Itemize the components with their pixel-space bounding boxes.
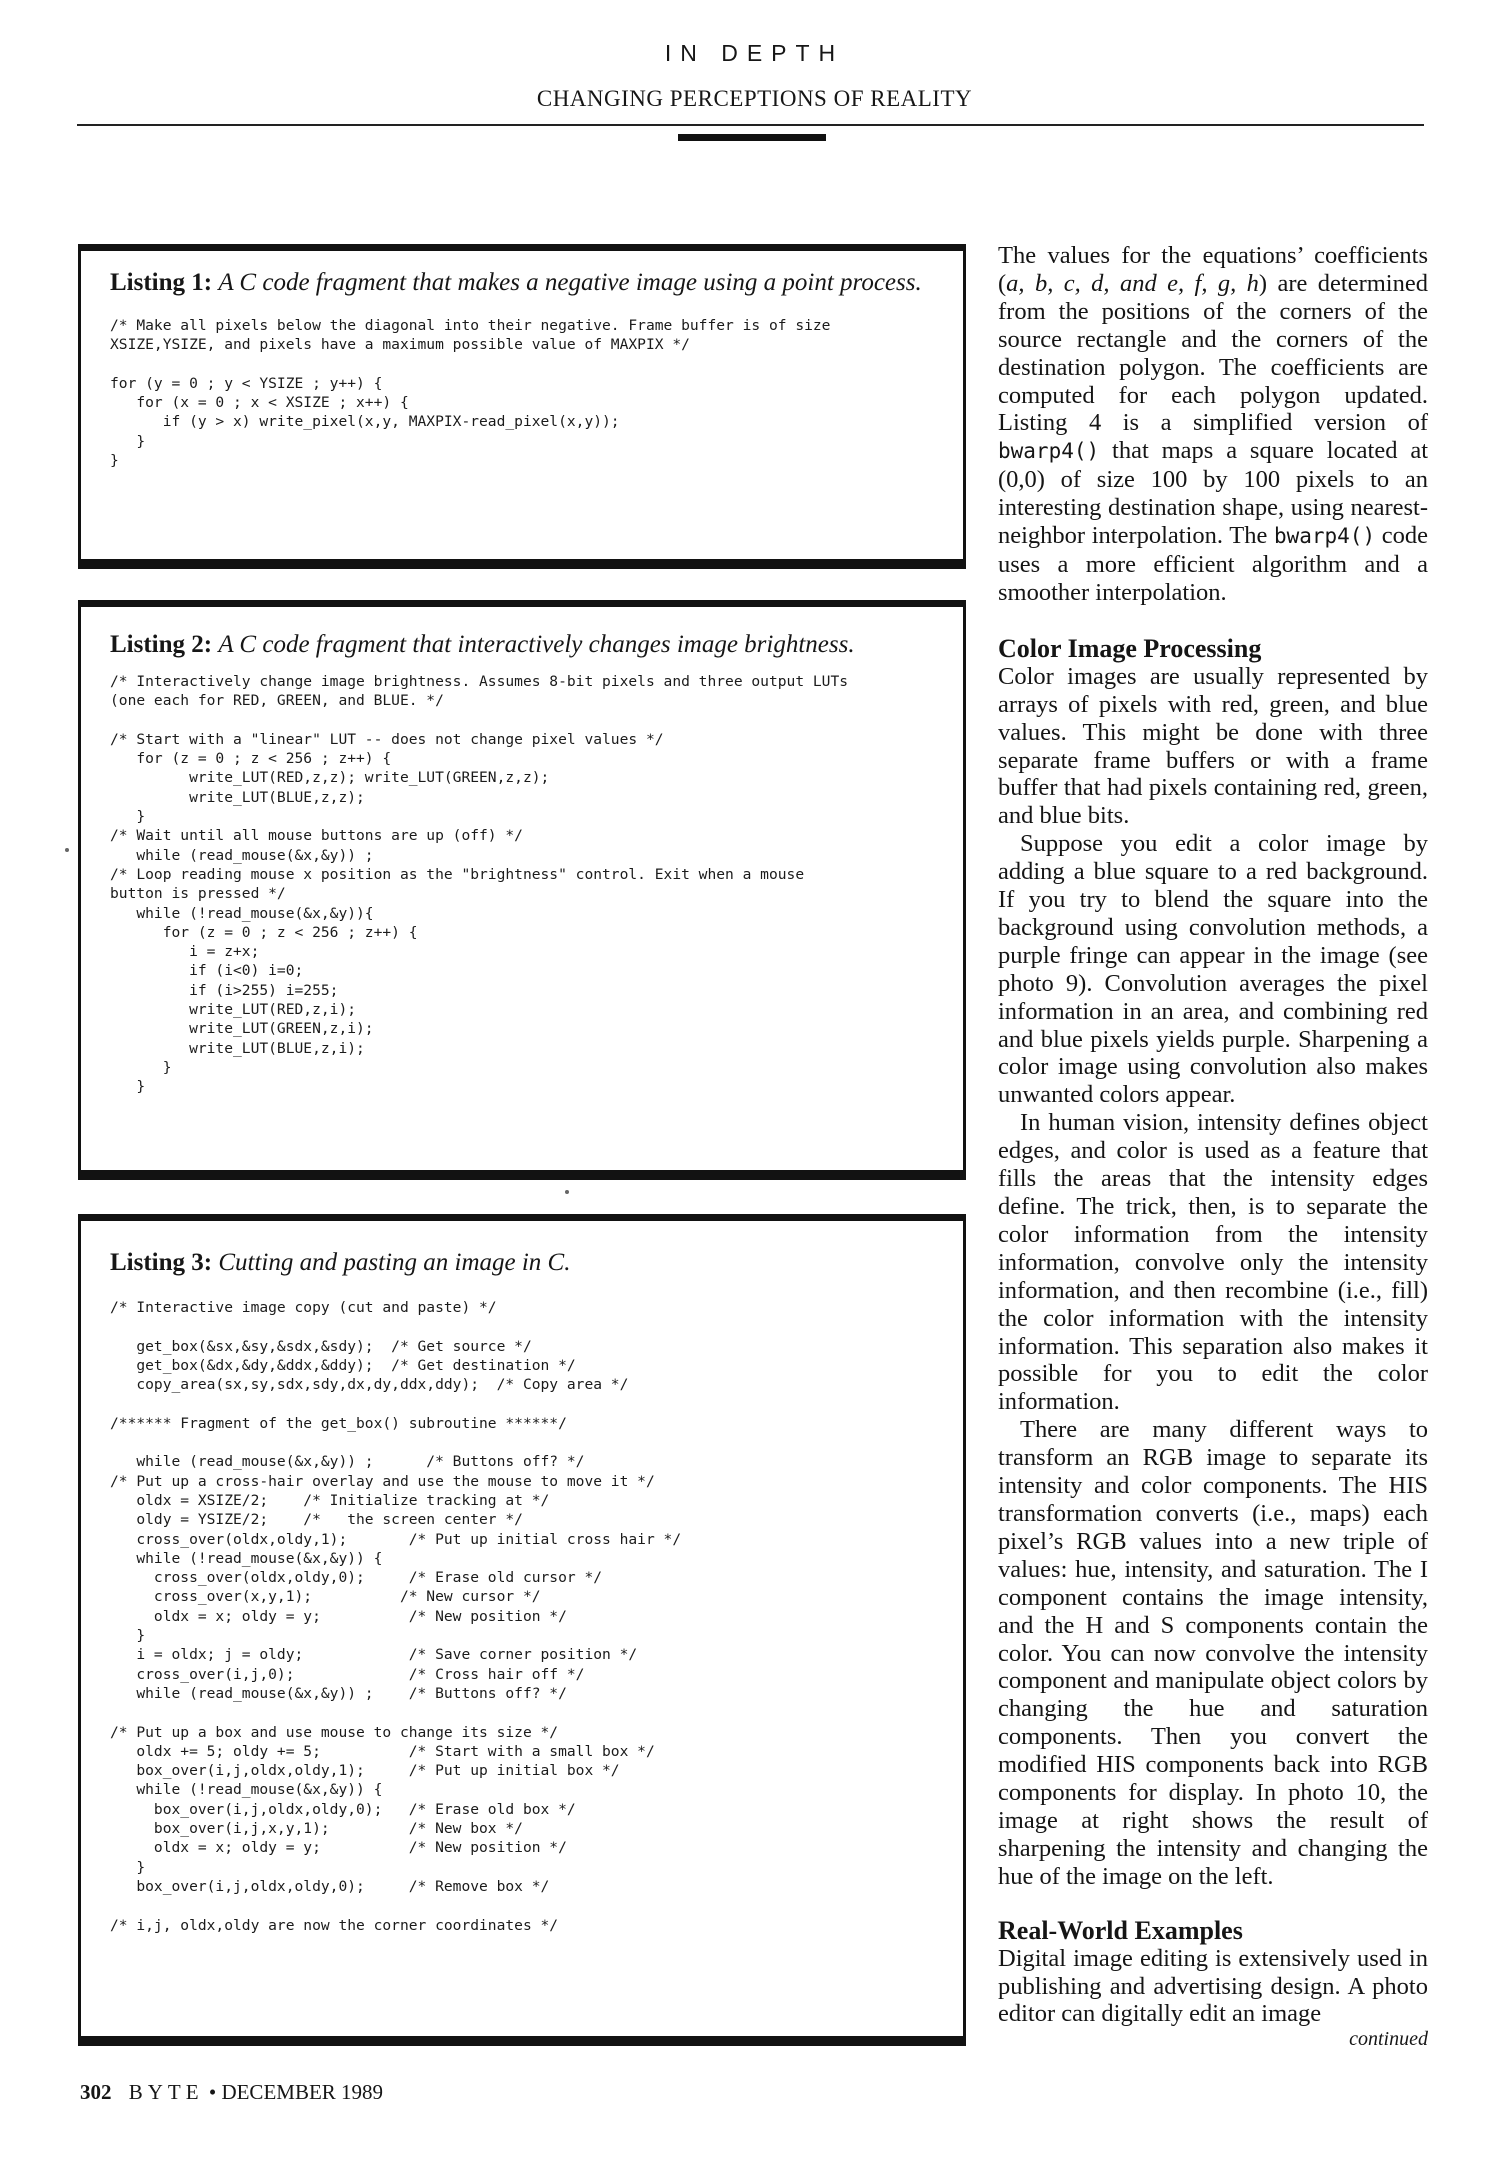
heading-real-world-examples: Real-World Examples (998, 1915, 1243, 1945)
header-rule (77, 124, 1424, 126)
listing-1-box (78, 244, 966, 569)
magazine-name: BYTE (128, 2080, 204, 2104)
listing-1-caption (110, 268, 936, 298)
continued-note: continued (1349, 2028, 1428, 2050)
article-column (998, 242, 1428, 2028)
listing-2-caption (110, 630, 936, 660)
article-paragraph-4: In human vision, intensity defines object edges, and color is used as a feature that fills the areas that the intensity edges define. The trick, then, is to separate the color information from the intensity information, convolve only the intensity information, and then recombine (i.e., fill) the color information with the intensity information. This separation also makes it possible for you to edit the color information. (998, 1109, 1428, 1416)
listing-3-code: /* Interactive image copy (cut and paste) */ get_box(&sx,&sy,&sdx,&sdy); /* Get source */ get_box(&dx,&dy,&ddx,&ddy); /* Get destination */ copy_area(sx,sy,sdx,sdy,dx,dy,ddx,ddy); /* Copy area */ /****** Fragment of the get_box() subroutine ******/ while (read_mouse(&x,&y)) ; /* Buttons off? */ /* Put up a cross-hair overlay and use the mouse to move it */ oldx = XSIZE/2; /* Initialize tracking at */ oldy = YSIZE/2; /* the screen center */ cross_over(oldx,oldy,1); /* Put up initial cross hair */ while (!read_mouse(&x,&y)) { cross_over(oldx,oldy,0); /* Erase old cursor */ cross_over(x,y,1); /* New cursor */ oldx = x; oldy = y; /* New position */ } i = oldx; j = oldy; /* Save corner position */ cross_over(i,j,0); /* Cross hair off */ while (read_mouse(&x,&y)) ; /* Buttons off? */ /* Put up a box and use mouse to change its size */ oldx += 5; oldy += 5; /* Start with a small box */ box_over(i,j,oldx,oldy,1); /* Put up initial box */ while (!read_mouse(&x,&y)) { box_over(i,j,oldx,oldy,0); /* Erase old box */ box_over(i,j,x,y,1); /* New box */ oldx = x; oldy = y; /* New position */ } box_over(i,j,oldx,oldy,0); /* Remove box */ /* i,j, oldx,oldy are now the corner coordinates */ (110, 1299, 682, 1934)
listing-2-box (78, 600, 966, 1180)
page-title: CHANGING PERCEPTIONS OF REALITY (536, 86, 973, 111)
listing-1-caption-text: A C code fragment that makes a negative image using a point process. (218, 269, 922, 296)
listing-1-label: Listing 1: (110, 269, 213, 296)
article-paragraph-3: Suppose you edit a color image by adding a blue square to a red background. If you try to blend the square into the background using convolution methods, a purple fringe can appear in the image (see photo 9). Convolution averages the pixel information in an area, and combining red and blue pixels yields purple. Sharpening a color image using convolution also makes unwanted colors appear. (998, 830, 1428, 1109)
section-label: IN DEPTH (664, 40, 845, 66)
listing-3-box (78, 1214, 966, 2046)
article-paragraph-6: Digital image editing is extensively used in publishing and advertising design. A photo editor can digitally edit an image (998, 1944, 1428, 2028)
listing-3-label: Listing 3: (110, 1249, 213, 1276)
article-paragraph-1: The values for the equations’ coefficients (a, b, c, d, and e, f, g, h) are determined from the positions of the corners of the source rectangle and the corners of the destination polygon. The coefficients are computed for each polygon updated. Listing 4 is a simplified version of bwarp4() that maps a square located at (0,0) of size 100 by 100 pixels to an interesting destination shape, using nearest-neighbor interpolation. The bwarp4() code uses a more efficient algorithm and a smoother interpolation. (998, 242, 1428, 606)
article-paragraph-2: Color images are usually represented by arrays of pixels with red, green, and blue values. This might be done with three separate frame buffers or with a frame buffer that had pixels containing red, green, and blue bits. (998, 662, 1428, 830)
footer-separator: • (208, 2080, 217, 2104)
bwarp4-code-2: bwarp4() (1273, 524, 1376, 549)
article-paragraph-5: There are many different ways to transform an RGB image to separate its intensity and color components. The HIS transformation converts (i.e., maps) each pixel’s RGB values into a new triple of values: hue, intensity, and saturation. The I component contains the image intensity, and the H and S components contain the color. You can now convolve the intensity component and manipulate object colors by changing the hue and saturation components. Then you convert the modified HIS components back into RGB components for display. In photo 10, the image at right shows the result of sharpening the intensity and changing the hue of the image on the left. (998, 1416, 1428, 1890)
bwarp4-code-1: bwarp4() (998, 439, 1100, 464)
speck-1 (65, 848, 69, 852)
header-accent-bar (678, 134, 826, 141)
listing-2-code: /* Interactively change image brightness. Assumes 8-bit pixels and three output LUTs (one each for RED, GREEN, and BLUE. */ /* Start with a "linear" LUT -- does not change pixel values */ for (z = 0 ; z < 256 ; z++) { write_LUT(RED,z,z); write_LUT(GREEN,z,z); write_LUT(BLUE,z,z); } /* Wait until all mouse buttons are up (off) */ while (read_mouse(&x,&y)) ; /* Loop reading mouse x position as the "brightness" control. Exit when a mouse button is pressed */ while (!read_mouse(&x,&y)){ for (z = 0 ; z < 256 ; z++) { i = z+x; if (i<0) i=0; if (i>255) i=255; write_LUT(RED,z,i); write_LUT(GREEN,z,i); write_LUT(BLUE,z,i); } } (110, 673, 849, 1096)
page-number: 302 (80, 2080, 112, 2104)
listing-3-caption-text: Cutting and pasting an image in C. (218, 1249, 571, 1276)
listing-1-code: /* Make all pixels below the diagonal into their negative. Frame buffer is of size XSIZE,YSIZE, and pixels have a maximum possible value of MAXPIX */ for (y = 0 ; y < YSIZE ; y++) { for (x = 0 ; x < XSIZE ; x++) { if (y > x) write_pixel(x,y, MAXPIX-read_pixel(x,y)); } } (110, 317, 831, 470)
listing-2-label: Listing 2: (110, 631, 213, 658)
listing-3-caption (110, 1248, 936, 1278)
heading-color-image-processing: Color Image Processing (998, 633, 1262, 663)
listing-2-caption-text: A C code fragment that interactively changes image brightness. (218, 631, 855, 658)
speck-2 (565, 1190, 569, 1194)
page-footer (80, 2080, 383, 2105)
issue-date: DECEMBER 1989 (221, 2080, 384, 2104)
